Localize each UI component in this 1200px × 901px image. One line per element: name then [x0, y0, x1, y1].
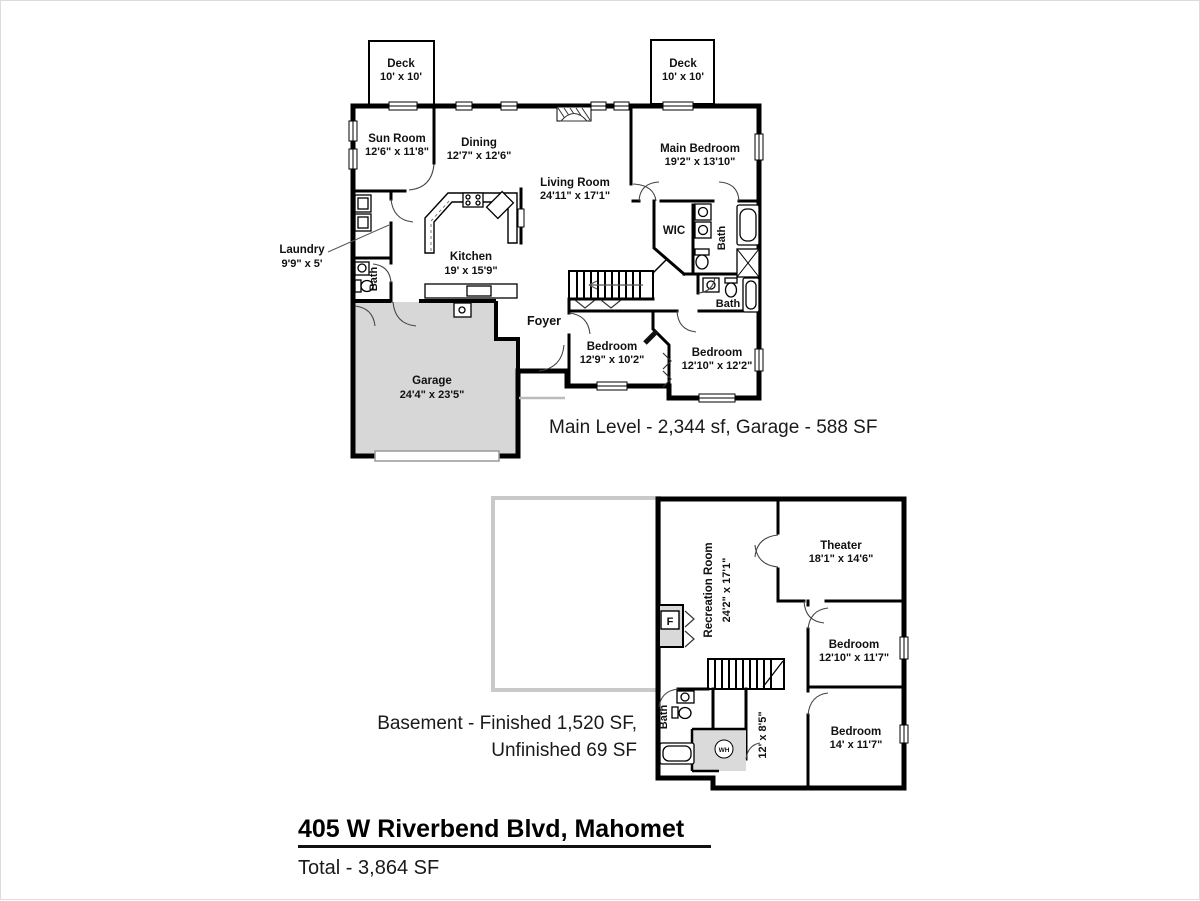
wic-label: WIC	[662, 225, 686, 237]
toilet-icon	[696, 255, 708, 269]
toilet-icon	[726, 283, 737, 297]
fireplace-label: F	[666, 616, 674, 628]
basement-plan	[377, 498, 908, 788]
stove-icon	[463, 193, 483, 207]
dining-dims: 12'7" x 12'6"	[446, 150, 512, 162]
water-heater-area	[692, 729, 746, 771]
main-level-summary: Main Level - 2,344 sf, Garage - 588 SF	[549, 417, 878, 438]
title-divider	[298, 845, 711, 848]
basement-fireplace-icon	[659, 605, 694, 647]
theater-label: Theater	[820, 540, 862, 552]
basement-bedroom2-label: Bedroom	[830, 726, 882, 738]
stairs-basement	[708, 659, 784, 689]
recreation-room-label: Recreation Room	[703, 542, 715, 638]
dining-label: Dining	[461, 137, 497, 149]
living-room-label: Living Room	[540, 177, 610, 189]
garage-door	[375, 451, 499, 461]
garage-label: Garage	[412, 375, 452, 387]
basement-bedroom1-label: Bedroom	[828, 639, 880, 651]
angled-door-leaf	[643, 329, 659, 345]
unexcavated-outline	[493, 498, 659, 690]
garage-dims: 24'4" x 23'5"	[399, 389, 465, 401]
bath-hall-label: Bath	[715, 298, 741, 310]
stairs-main	[569, 259, 667, 299]
washer-dryer-icons	[355, 195, 371, 231]
basement-bedroom1-dims: 12'10" x 11'7"	[818, 652, 890, 664]
deck-left-label: Deck	[387, 58, 415, 70]
water-heater-label: WH	[718, 747, 730, 754]
main-bedroom-label: Main Bedroom	[660, 143, 740, 155]
bedroom2-label: Bedroom	[691, 347, 743, 359]
address-title: 405 W Riverbend Blvd, Mahomet	[298, 815, 685, 843]
deck-right-label: Deck	[669, 58, 697, 70]
storage-dims: 12' x 8'5"	[757, 711, 769, 759]
theater-dims: 18'1" x 14'6"	[808, 553, 874, 565]
bath-left-label: Bath	[368, 266, 380, 292]
main-bedroom-dims: 19'2" x 13'10"	[664, 156, 736, 168]
bath-main-label: Bath	[716, 225, 728, 251]
living-room-dims: 24'11" x 17'1"	[539, 190, 611, 202]
total-area-text: Total - 3,864 SF	[298, 857, 440, 879]
sun-room-dims: 12'6" x 11'8"	[365, 146, 429, 158]
basement-bedroom2-dims: 14' x 11'7"	[829, 739, 883, 751]
bedroom1-dims: 12'9" x 10'2"	[579, 354, 645, 366]
deck-left-dims: 10' x 10'	[380, 71, 422, 83]
kitchen-sink-icon	[467, 286, 491, 296]
floor-plan-canvas	[1, 1, 1200, 901]
sun-room-label: Sun Room	[368, 133, 426, 145]
fireplace-icon	[557, 107, 591, 121]
toilet-icon	[679, 708, 691, 719]
bedroom1-label: Bedroom	[586, 341, 638, 353]
main-level-plan	[279, 40, 877, 461]
basement-bath-label: Bath	[658, 704, 670, 730]
recreation-room-dims: 24'2" x 17'1"	[721, 557, 733, 623]
deck-right-dims: 10' x 10'	[662, 71, 704, 83]
kitchen-label: Kitchen	[449, 251, 493, 263]
basement-summary-line1: Basement - Finished 1,520 SF,	[377, 713, 637, 734]
laundry-label: Laundry	[279, 244, 325, 256]
bedroom2-dims: 12'10" x 12'2"	[681, 360, 753, 372]
foyer-label: Foyer	[526, 314, 562, 328]
laundry-dims: 9'9" x 5'	[281, 258, 323, 270]
basement-door-arcs	[659, 535, 828, 759]
basement-summary-line2: Unfinished 69 SF	[491, 740, 637, 761]
hall-closet-bifold-doors	[575, 300, 621, 308]
title-block	[298, 815, 711, 879]
kitchen-dims: 19' x 15'9"	[444, 265, 498, 277]
